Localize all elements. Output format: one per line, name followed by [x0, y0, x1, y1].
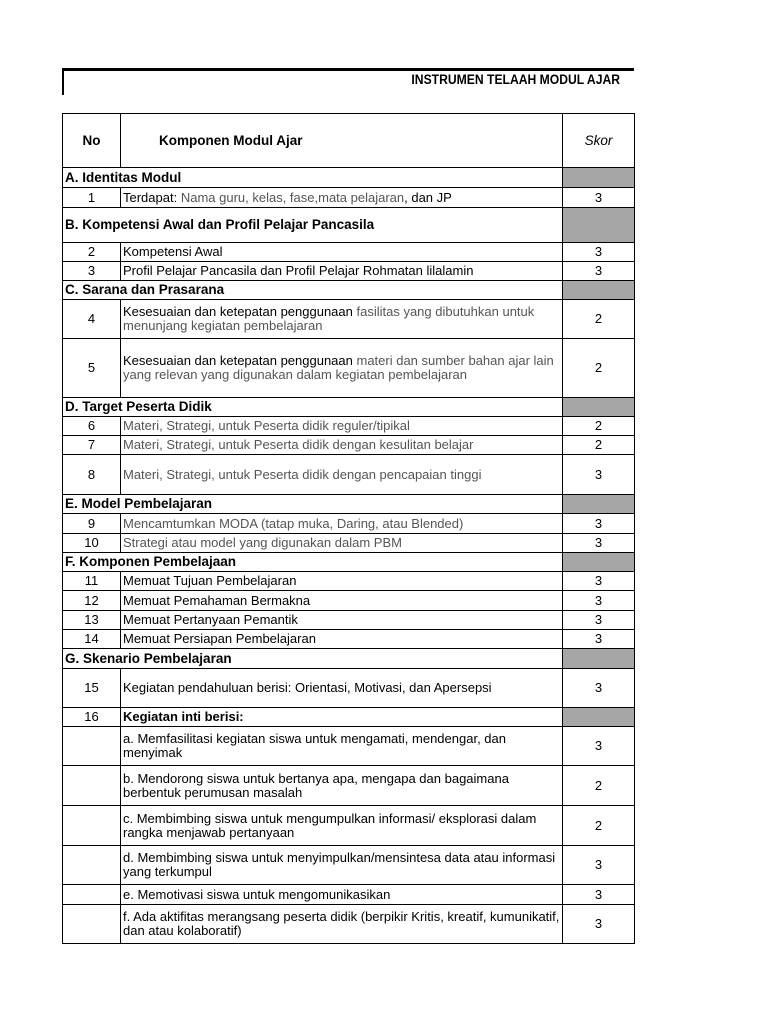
- row-component: [121, 436, 563, 455]
- table-row: [63, 436, 635, 455]
- row-number: 12: [63, 591, 121, 611]
- row-number: 8: [63, 455, 121, 495]
- component-text: c. Membimbing siswa untuk mengumpulkan informasi/ eksplorasi dalam rangka menjawab pertanyaan: [123, 810, 537, 840]
- row-number: [63, 846, 121, 885]
- row-skor: 3: [563, 572, 635, 591]
- row-component: [121, 514, 563, 534]
- section-row: [63, 495, 635, 514]
- table-row: [63, 806, 635, 846]
- top-left-corner-line: [62, 68, 64, 95]
- row-component: [121, 339, 563, 398]
- component-text: f. Ada aktifitas merangsang peserta didik (berpikir Kritis, kreatif, kumunikatif, dan atau kolaboratif): [123, 909, 560, 938]
- row-number: 14: [63, 630, 121, 649]
- row-skor: [563, 708, 635, 727]
- row-component: [121, 630, 563, 649]
- table-row: [63, 572, 635, 591]
- component-text: , dan JP: [404, 189, 452, 205]
- row-number: 9: [63, 514, 121, 534]
- header-no: No: [63, 114, 121, 168]
- row-skor: 2: [563, 806, 635, 846]
- section-row: [63, 553, 635, 572]
- table-row: [63, 885, 635, 905]
- component-text: Strategi atau model yang digunakan dalam PBM: [123, 535, 402, 550]
- row-component: [121, 262, 563, 281]
- row-component: [121, 885, 563, 905]
- section-skor-cell: [563, 281, 635, 300]
- component-text: Nama guru, kelas, fase,mata pelajaran: [180, 189, 405, 205]
- row-component: [121, 243, 563, 262]
- row-component: [121, 611, 563, 630]
- row-component: [121, 300, 563, 339]
- section-title: B. Kompetensi Awal dan Profil Pelajar Pancasila: [63, 208, 563, 243]
- component-text: Mencamtumkan MODA (tatap muka, Daring, atau Blended): [123, 515, 464, 531]
- component-text: Memuat Persiapan Pembelajaran: [123, 631, 316, 646]
- row-number: 1: [63, 188, 121, 208]
- component-text: materi dan sumber bahan ajar lain yang relevan yang digunakan dalam kegiatan pembelajaran: [123, 353, 554, 382]
- row-component: [121, 455, 563, 495]
- row-skor: 2: [563, 417, 635, 436]
- table-row: [63, 727, 635, 766]
- section-title: E. Model Pembelajaran: [63, 495, 563, 514]
- row-skor: 3: [563, 534, 635, 553]
- table-row: [63, 669, 635, 708]
- table-body: [63, 168, 635, 944]
- table-row: [63, 417, 635, 436]
- document-title: INSTRUMEN TELAAH MODUL AJAR: [411, 72, 620, 87]
- section-skor-cell: [563, 649, 635, 669]
- row-skor: 2: [563, 339, 635, 398]
- section-title: F. Komponen Pembelajaan: [63, 553, 563, 572]
- row-skor: 3: [563, 630, 635, 649]
- row-number: 7: [63, 436, 121, 455]
- table-row: [63, 630, 635, 649]
- section-title: D. Target Peserta Didik: [63, 398, 563, 417]
- component-text: e. Memotivasi siswa untuk mengomunikasikan: [123, 886, 391, 902]
- section-skor-cell: [563, 208, 635, 243]
- row-component: [121, 766, 563, 806]
- row-number: [63, 905, 121, 944]
- component-text: Terdapat:: [123, 189, 181, 205]
- table-row: [63, 708, 635, 727]
- component-text: d. Membimbing siswa untuk menyimpulkan/mensintesa data atau informasi yang terkumpul: [123, 850, 556, 879]
- row-number: 5: [63, 339, 121, 398]
- component-text: fasilitas yang dibutuhkan untuk menunjang kegiatan pembelajaran: [123, 304, 535, 333]
- row-number: 3: [63, 262, 121, 281]
- row-component: [121, 905, 563, 944]
- row-component: [121, 806, 563, 846]
- row-skor: 3: [563, 611, 635, 630]
- top-border-line: [62, 68, 634, 71]
- row-number: [63, 727, 121, 766]
- row-skor: 3: [563, 846, 635, 885]
- row-component: [121, 591, 563, 611]
- header-komponen: Komponen Modul Ajar: [121, 114, 563, 168]
- component-text: Memuat Tujuan Pembelajaran: [123, 573, 297, 588]
- component-text: Materi, Strategi, untuk Peserta didik dengan pencapaian tinggi: [123, 466, 482, 482]
- instrument-table: [62, 113, 635, 944]
- row-number: [63, 766, 121, 806]
- section-row: [63, 398, 635, 417]
- row-component: [121, 534, 563, 553]
- component-text: Kesesuaian dan ketepatan penggunaan: [123, 304, 357, 319]
- row-number: [63, 885, 121, 905]
- header-skor: Skor: [563, 114, 635, 168]
- row-component: [121, 572, 563, 591]
- table-row: [63, 905, 635, 944]
- row-component: [121, 417, 563, 436]
- row-skor: 3: [563, 188, 635, 208]
- section-row: [63, 281, 635, 300]
- row-component: [121, 846, 563, 885]
- section-row: [63, 208, 635, 243]
- table-row: [63, 455, 635, 495]
- row-number: 4: [63, 300, 121, 339]
- row-skor: 2: [563, 766, 635, 806]
- row-skor: 3: [563, 455, 635, 495]
- row-number: 2: [63, 243, 121, 262]
- table-row: [63, 243, 635, 262]
- row-skor: 3: [563, 669, 635, 708]
- table-row: [63, 846, 635, 885]
- row-skor: 3: [563, 885, 635, 905]
- row-number: 15: [63, 669, 121, 708]
- table-row: [63, 300, 635, 339]
- section-row: [63, 168, 635, 188]
- component-text: Kompetensi Awal: [123, 244, 223, 259]
- section-skor-cell: [563, 168, 635, 188]
- row-number: 11: [63, 572, 121, 591]
- component-text: Kesesuaian dan ketepatan penggunaan: [123, 353, 357, 368]
- component-text: Memuat Pertanyaan Pemantik: [123, 612, 298, 627]
- row-number: 13: [63, 611, 121, 630]
- component-text: Kegiatan inti berisi:: [123, 709, 244, 724]
- table-row: [63, 766, 635, 806]
- table-row: [63, 534, 635, 553]
- row-number: [63, 806, 121, 846]
- table-row: [63, 591, 635, 611]
- row-skor: 3: [563, 727, 635, 766]
- component-text: a. Memfasilitasi kegiatan siswa untuk mengamati, mendengar, dan menyimak: [123, 731, 506, 760]
- component-text: Kegiatan pendahuluan berisi: Orientasi, Motivasi, dan Apersepsi: [123, 680, 492, 695]
- row-component: [121, 188, 563, 208]
- component-text: b. Mendorong siswa untuk bertanya apa, mengapa dan bagaimana berbentuk perumusan masalah: [123, 770, 509, 800]
- table-row: [63, 262, 635, 281]
- row-component: [121, 708, 563, 727]
- component-text: Materi, Strategi, untuk Peserta didik reguler/tipikal: [123, 418, 410, 433]
- table-header-row: [63, 114, 635, 168]
- row-number: 6: [63, 417, 121, 436]
- row-number: 10: [63, 534, 121, 553]
- section-skor-cell: [563, 553, 635, 572]
- component-text: Profil Pelajar Pancasila dan Profil Pelajar Rohmatan lilalamin: [123, 263, 474, 278]
- row-component: [121, 727, 563, 766]
- row-skor: 2: [563, 300, 635, 339]
- section-skor-cell: [563, 398, 635, 417]
- row-component: [121, 669, 563, 708]
- table-row: [63, 188, 635, 208]
- section-title: C. Sarana dan Prasarana: [63, 281, 563, 300]
- table-row: [63, 611, 635, 630]
- component-text: Materi, Strategi, untuk Peserta didik dengan kesulitan belajar: [123, 437, 474, 452]
- table-row: [63, 339, 635, 398]
- section-skor-cell: [563, 495, 635, 514]
- row-skor: 3: [563, 905, 635, 944]
- section-title: A. Identitas Modul: [63, 168, 563, 188]
- row-skor: 3: [563, 591, 635, 611]
- row-skor: 2: [563, 436, 635, 455]
- row-number: 16: [63, 708, 121, 727]
- section-title: G. Skenario Pembelajaran: [63, 649, 563, 669]
- component-text: Memuat Pemahaman Bermakna: [123, 592, 311, 608]
- row-skor: 3: [563, 243, 635, 262]
- section-row: [63, 649, 635, 669]
- row-skor: 3: [563, 514, 635, 534]
- row-skor: 3: [563, 262, 635, 281]
- table-row: [63, 514, 635, 534]
